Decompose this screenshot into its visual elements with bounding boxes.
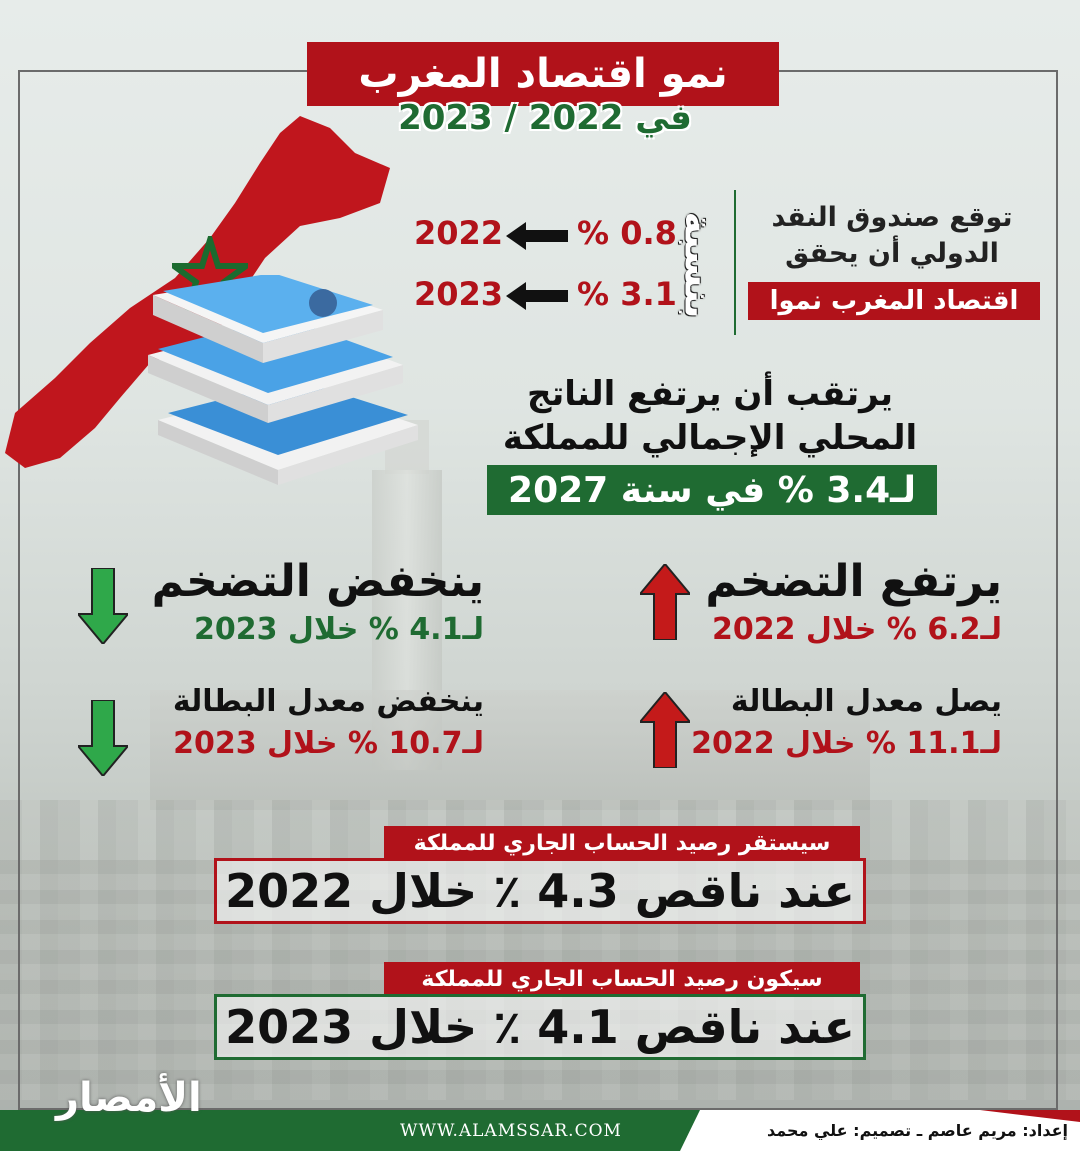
vertical-word-text: بنسبة bbox=[676, 211, 721, 319]
imf-highlight: اقتصاد المغرب نموا bbox=[748, 282, 1040, 320]
current-account-2023-value: عند ناقص 4.1 ٪ خلال 2023 bbox=[214, 994, 866, 1060]
imf-forecast-text bbox=[752, 200, 1032, 272]
website-url[interactable]: WWW.ALAMSSAR.COM bbox=[400, 1121, 622, 1141]
gdp-line-1: يرتقب أن يرتفع الناتج bbox=[526, 374, 894, 414]
inflation-up-title: يرتفع التضخم bbox=[705, 556, 1002, 607]
current-account-2022-tag: سيستقر رصيد الحساب الجاري للمملكة bbox=[384, 826, 860, 860]
credits: إعداد: مريم عاصم ـ تصميم: علي محمد bbox=[766, 1121, 1068, 1140]
unemployment-up-title: يصل معدل البطالة bbox=[730, 684, 1002, 719]
rate-2022-value: % 0.8 bbox=[577, 214, 677, 252]
imf-line-1: توقع صندوق النقد bbox=[771, 202, 1013, 233]
banknote-stacks bbox=[148, 275, 428, 490]
page-title: نمو اقتصاد المغرب bbox=[307, 42, 779, 106]
rate-2022-year: 2022 bbox=[414, 214, 504, 252]
current-account-2023-tag: سيكون رصيد الحساب الجاري للمملكة bbox=[384, 962, 860, 996]
inflation-down-detail: لـ4.1 % خلال 2023 bbox=[193, 612, 484, 647]
vertical-word bbox=[668, 200, 728, 330]
brand-logo: الأمصار bbox=[56, 1075, 202, 1121]
gdp-highlight: لـ3.4 % في سنة 2027 bbox=[487, 465, 937, 515]
arrow-left-icon bbox=[506, 282, 568, 310]
arrow-up-icon bbox=[640, 564, 690, 640]
inflation-up-detail: لـ6.2 % خلال 2022 bbox=[711, 612, 1002, 647]
inflation-down-title: ينخفض التضخم bbox=[151, 556, 484, 607]
arrow-down-icon bbox=[78, 568, 128, 644]
arrow-up-icon bbox=[640, 692, 690, 768]
unemployment-down-detail: لـ10.7 % خلال 2023 bbox=[173, 726, 484, 761]
rate-2023-value: % 3.1 bbox=[577, 275, 677, 313]
unemployment-up-detail: لـ11.1 % خلال 2022 bbox=[691, 726, 1002, 761]
gdp-text bbox=[500, 372, 920, 460]
gdp-line-2: المحلي الإجمالي للمملكة bbox=[502, 418, 918, 458]
banknotes-icon bbox=[148, 275, 428, 490]
unemployment-down-title: ينخفض معدل البطالة bbox=[172, 684, 484, 719]
rate-2023-year: 2023 bbox=[414, 275, 504, 313]
current-account-2022-value: عند ناقص 4.3 ٪ خلال 2022 bbox=[214, 858, 866, 924]
arrow-left-icon bbox=[506, 222, 568, 250]
divider-line bbox=[734, 190, 736, 335]
arrow-down-icon bbox=[78, 700, 128, 776]
page-subtitle: في 2022 / 2023 bbox=[398, 98, 692, 138]
imf-line-2: الدولي أن يحقق bbox=[785, 238, 999, 269]
